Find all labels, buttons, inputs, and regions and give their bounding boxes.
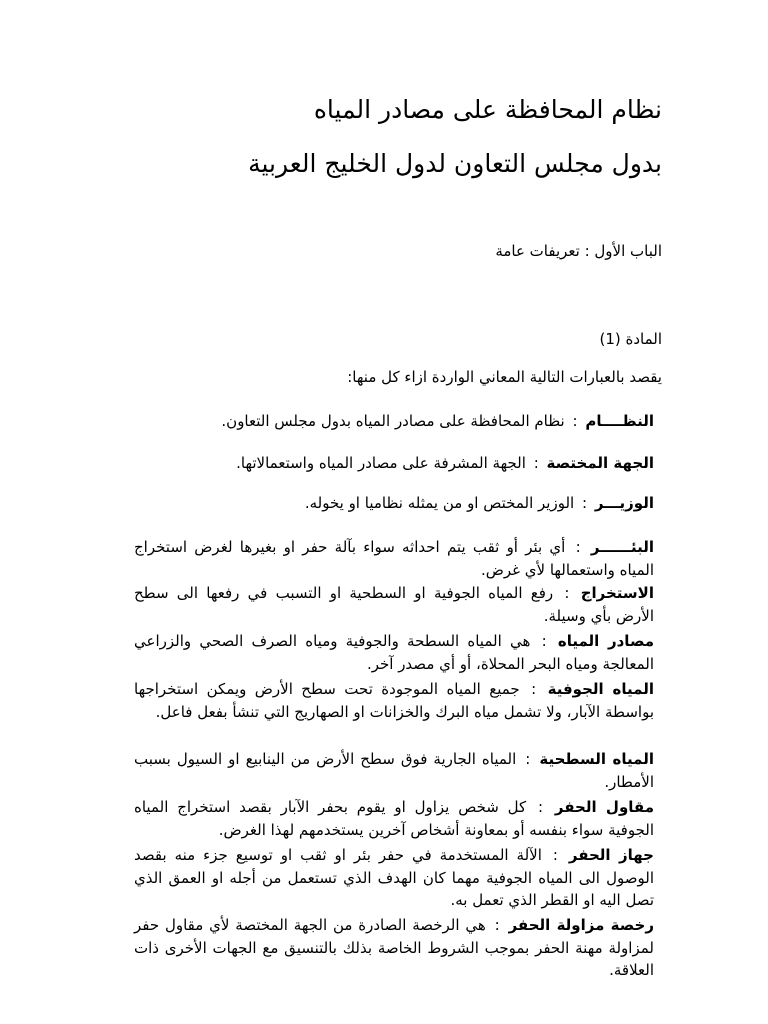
definition-separator: : bbox=[541, 632, 547, 650]
definition-term: الجهة المختصة bbox=[546, 454, 654, 472]
definition-term: الوزيـــر bbox=[594, 494, 654, 512]
definition-term: الاستخراج bbox=[580, 584, 654, 602]
document-title-line-1: نظام المحافظة على مصادر المياه bbox=[313, 95, 662, 124]
definition-text: أي بئر أو ثقب يتم احداثه سواء بآلة حفر او بغيرها لغرض استخراج المياه واستعمالها لأي غرض. bbox=[134, 538, 654, 579]
definition-separator: : bbox=[572, 412, 578, 430]
definition-term: جهاز الحفر bbox=[568, 846, 654, 864]
definition-text: هي الرخصة الصادرة من الجهة المختصة لأي مقاول حفر لمزاولة مهنة الحفر بموجب الشروط الخاصة بذلك بالتنسيق مع الجهات الأخرى ذات العلاقة. bbox=[134, 916, 654, 979]
definition-separator: : bbox=[531, 680, 537, 698]
definition-separator: : bbox=[533, 454, 539, 472]
definition-text: جميع المياه الموجودة تحت سطح الأرض ويمكن استخراجها بواسطة الآبار، ولا تشمل مياه البرك والخزانات او الصهاريج التي تنشأ بفعل فاعل. bbox=[134, 680, 654, 721]
definition-term: مصادر المياه bbox=[557, 632, 655, 650]
definition-term: مقاول الحفر bbox=[554, 798, 654, 816]
definition-term: رخصة مزاولة الحفر bbox=[508, 916, 654, 934]
definition-separator: : bbox=[581, 494, 588, 512]
definition-text: كل شخص يزاول او يقوم بحفر الآبار بقصد استخراج المياه الجوفية سواء بنفسه أو بمعاونة أشخاص آخرين يستخدمهم لهذا الغرض. bbox=[134, 798, 654, 839]
definition-text: رفع المياه الجوفية او السطحية او التسبب في رفعها الى سطح الأرض بأي وسيلة. bbox=[134, 584, 654, 625]
definition-term: البئــــــر bbox=[590, 538, 654, 556]
definition-drilling-rig bbox=[134, 844, 654, 912]
article-intro: يقصد بالعبارات التالية المعاني الواردة ازاء كل منها: bbox=[347, 368, 662, 386]
chapter-heading: الباب الأول : تعريفات عامة bbox=[495, 242, 662, 260]
definition-text: المياه الجارية فوق سطح الأرض من الينابيع او السيول بسبب الأمطار. bbox=[134, 750, 654, 791]
definition-text: الآلة المستخدمة في حفر بئر او ثقب او توسيع جزء منه بقصد الوصول الى المياه الجوفية مهما كان الهدف الذي تستعمل من أجله او العمق الذي تصل اليه او القطر الذي تعمل به. bbox=[134, 846, 654, 909]
definition-text: الجهة المشرفة على مصادر المياه واستعمالاتها. bbox=[236, 454, 526, 472]
definition-text: الوزير المختص او من يمثله نظاميا او يخوله. bbox=[304, 494, 575, 512]
definition-minister bbox=[305, 492, 654, 514]
definition-term: المياه السطحية bbox=[539, 750, 654, 768]
definition-term: النظــــام bbox=[585, 412, 654, 430]
definition-text: نظام المحافظة على مصادر المياه بدول مجلس التعاون. bbox=[221, 412, 565, 430]
definition-separator: : bbox=[564, 584, 570, 602]
definition-water-sources bbox=[134, 630, 654, 675]
definition-drilling-contractor bbox=[134, 796, 654, 841]
definition-extraction bbox=[134, 582, 654, 627]
definition-separator: : bbox=[575, 538, 581, 556]
definition-term: المياه الجوفية bbox=[547, 680, 654, 698]
definition-separator: : bbox=[552, 846, 558, 864]
definition-text: هي المياه السطحة والجوفية ومياه الصرف الصحي والزراعي المعالجة ومياه البحر المحلاة، أو أي مصدر آخر. bbox=[134, 632, 654, 673]
definition-well bbox=[134, 536, 654, 581]
article-heading: المادة (1) bbox=[599, 330, 662, 348]
definition-separator: : bbox=[494, 916, 500, 934]
definition-drilling-license bbox=[134, 914, 654, 982]
definition-competent-authority bbox=[236, 452, 654, 474]
definition-separator: : bbox=[525, 750, 531, 768]
definition-system bbox=[221, 410, 654, 432]
definition-surface-water bbox=[134, 748, 654, 793]
document-title-line-2: بدول مجلس التعاون لدول الخليج العربية bbox=[248, 149, 662, 178]
definition-separator: : bbox=[538, 798, 544, 816]
definition-groundwater bbox=[134, 678, 654, 723]
